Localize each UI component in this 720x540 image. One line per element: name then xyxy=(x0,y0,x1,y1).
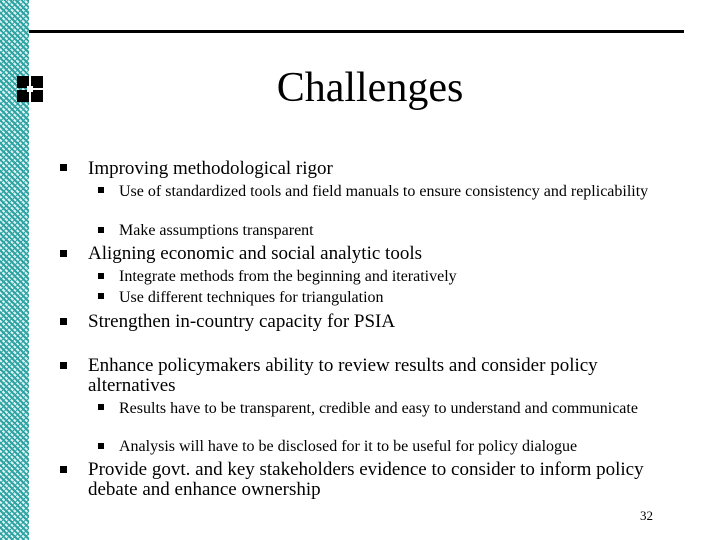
bullet-3: Strengthen in-country capacity for PSIA xyxy=(88,311,396,332)
top-rule xyxy=(29,30,684,33)
square-bullet-icon xyxy=(60,466,67,473)
square-bullet-icon xyxy=(98,227,104,233)
bullet-2: Aligning economic and social analytic tools xyxy=(88,243,423,264)
bullet-5: Provide govt. and key stakeholders evidence to consider to inform policy debate and enhance ownership xyxy=(88,459,644,500)
square-bullet-icon xyxy=(60,318,67,325)
sub-bullet-1-2: Make assumptions transparent xyxy=(119,222,314,239)
square-bullet-icon xyxy=(98,293,104,299)
page-number: 32 xyxy=(640,508,653,523)
square-bullet-icon xyxy=(60,164,67,171)
sub-bullet-2-1: Integrate methods from the beginning and iteratively xyxy=(119,268,457,285)
square-bullet-icon xyxy=(60,362,67,369)
square-bullet-icon xyxy=(98,273,104,279)
sub-bullet-1-1: Use of standardized tools and field manuals to ensure consistency and replicability xyxy=(119,183,649,200)
square-bullet-icon xyxy=(60,250,67,257)
sub-bullet-4-1: Results have to be transparent, credible and easy to understand and communicate xyxy=(119,400,638,417)
square-bullet-icon xyxy=(98,187,104,193)
bullet-4: Enhance policymakers ability to review results and consider policy alternatives xyxy=(88,355,598,396)
slide-title: Challenges xyxy=(276,65,464,111)
square-bullet-icon xyxy=(98,404,104,410)
square-bullet-icon xyxy=(98,443,104,449)
sub-bullet-2-2: Use different techniques for triangulation xyxy=(119,289,384,306)
sub-bullet-4-2: Analysis will have to be disclosed for it to be useful for policy dialogue xyxy=(119,438,578,455)
bullet-1: Improving methodological rigor xyxy=(88,158,333,179)
